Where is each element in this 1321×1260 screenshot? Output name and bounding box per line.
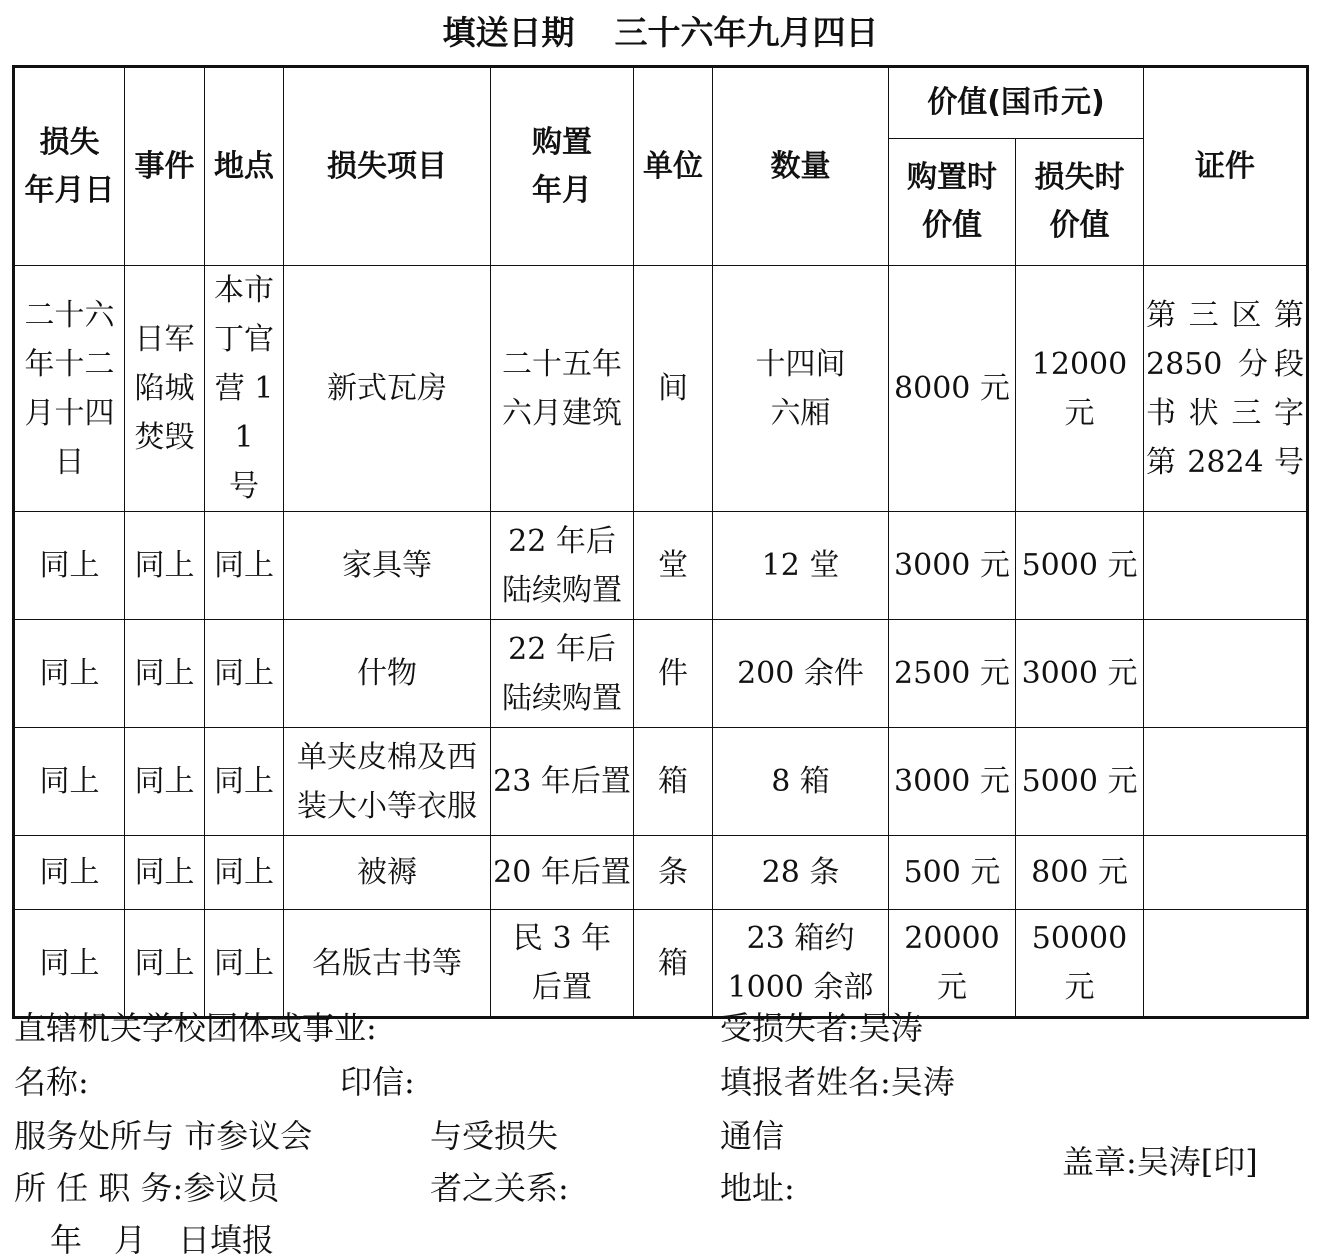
cell-certificate: [1144, 910, 1308, 1018]
header-event: 事件: [125, 67, 205, 266]
cell-line: 号: [229, 469, 259, 504]
cell-place: [205, 512, 284, 620]
cell-line: 名版古书等: [312, 945, 462, 981]
cell-unit: 箱: [634, 910, 713, 1018]
cell-purchase-date: [491, 512, 634, 620]
cell-line: 六厢: [770, 395, 831, 431]
cell-line: 同上: [39, 656, 100, 691]
table-row: [14, 728, 1308, 836]
cell-loss-date: [14, 728, 125, 836]
cell-line: 日: [54, 444, 85, 480]
cell-value-loss: 12000 元: [1016, 266, 1144, 512]
table-row: [14, 620, 1308, 728]
cell-line: 同上: [39, 855, 100, 890]
cell-line: 同上: [214, 855, 274, 890]
cell-certificate: [1144, 836, 1308, 910]
cell-line: 后置: [532, 970, 592, 1005]
cell-line: 日军: [134, 322, 195, 357]
cell-line: 第 2824 号: [1146, 444, 1305, 480]
cell-line: 焚毁: [134, 420, 195, 455]
cell-line: 28 条: [761, 855, 840, 890]
cell-line: 同上: [39, 548, 100, 583]
cell-purchase-date: [491, 266, 634, 512]
loss-report-table: [12, 65, 1309, 1019]
cell-value-purchase: 20000 元: [889, 910, 1016, 1018]
fill-date-line: [0, 8, 1321, 58]
cell-line: 新式瓦房: [327, 371, 447, 406]
cell-place: [205, 910, 284, 1018]
cell-line: 同上: [214, 945, 274, 981]
cell-certificate: [1144, 266, 1308, 512]
header-quantity: 数量: [713, 67, 889, 266]
footer-seal-label: 印信:: [340, 1063, 415, 1101]
cell-line: 同上: [134, 548, 195, 583]
cell-line: 同上: [134, 764, 195, 799]
cell-line: 陷城: [134, 371, 195, 406]
cell-line: 月十四: [24, 395, 115, 431]
cell-line: 家具等: [342, 548, 432, 583]
footer-relation-label-1: 与受损失: [430, 1117, 559, 1155]
cell-value-loss: 50000 元: [1016, 910, 1144, 1018]
header-value-loss: 损失时 价值: [1016, 139, 1144, 266]
cell-item: [284, 728, 491, 836]
table-body: [14, 266, 1308, 1018]
cell-item: [284, 620, 491, 728]
cell-unit: 堂: [634, 512, 713, 620]
cell-item: [284, 266, 491, 512]
cell-line: 什物: [357, 656, 417, 691]
cell-certificate: [1144, 620, 1308, 728]
footer-address-label-2: 地址:: [720, 1169, 795, 1207]
cell-place: [205, 836, 284, 910]
cell-line: 8 箱: [771, 764, 830, 799]
cell-quantity: [713, 266, 889, 512]
cell-event: [125, 512, 205, 620]
cell-quantity: [713, 836, 889, 910]
cell-loss-date: [14, 910, 125, 1018]
header-value-purchase: 购置时 价值: [889, 139, 1016, 266]
cell-event: [125, 728, 205, 836]
cell-value-purchase: 3000 元: [889, 728, 1016, 836]
header-purchase-date: 购置 年月: [491, 67, 634, 266]
cell-line: 丁官: [214, 322, 274, 357]
cell-line: 同上: [39, 764, 100, 799]
table-row: [14, 836, 1308, 910]
cell-line: 二十五年: [502, 346, 622, 382]
cell-purchase-date: [491, 728, 634, 836]
cell-quantity: [713, 728, 889, 836]
cell-unit: 箱: [634, 728, 713, 836]
cell-value-loss: 5000 元: [1016, 728, 1144, 836]
cell-certificate: [1144, 728, 1308, 836]
cell-line: 22 年后: [508, 523, 616, 559]
footer-name-label: 名称:: [14, 1063, 89, 1101]
cell-line: 书状三字: [1146, 395, 1305, 431]
cell-purchase-date: [491, 910, 634, 1018]
cell-item: [284, 836, 491, 910]
fill-date-label: 填送日期: [442, 13, 575, 52]
cell-unit: 条: [634, 836, 713, 910]
cell-value-loss: 5000 元: [1016, 512, 1144, 620]
cell-place: [205, 728, 284, 836]
header-loss-date: 损失 年月日: [14, 67, 125, 266]
cell-line: 二十六: [24, 297, 115, 333]
cell-line: 12 堂: [761, 548, 840, 583]
cell-line: 被褥: [357, 855, 417, 890]
footer-stamp: 盖章:吴涛[印]: [1062, 1143, 1258, 1181]
cell-certificate: [1144, 512, 1308, 620]
fill-date-value: 三十六年九月四日: [614, 13, 879, 52]
footer-position: 所 任 职 务:参议员: [14, 1169, 280, 1207]
cell-value-loss: 3000 元: [1016, 620, 1144, 728]
table-row: [14, 512, 1308, 620]
cell-event: [125, 266, 205, 512]
cell-line: 单夹皮棉及西: [297, 739, 477, 775]
cell-line: 同上: [214, 656, 274, 691]
cell-line: 民 3 年: [512, 921, 612, 956]
cell-line: 装大小等衣服: [297, 788, 477, 824]
cell-line: 1000 余部: [727, 970, 874, 1005]
cell-loss-date: [14, 266, 125, 512]
cell-line: 本市: [214, 273, 274, 308]
cell-item: [284, 512, 491, 620]
header-certificate: 证件: [1144, 67, 1308, 266]
cell-line: 同上: [39, 945, 100, 981]
cell-value-purchase: 3000 元: [889, 512, 1016, 620]
cell-line: 20 年后置: [493, 855, 631, 890]
footer-victim: 受损失者:吴涛: [720, 1009, 923, 1047]
cell-quantity: [713, 910, 889, 1018]
cell-line: 同上: [214, 548, 274, 583]
footer-address-label-1: 通信: [720, 1117, 785, 1155]
cell-line: 十四间: [755, 346, 846, 382]
cell-line: 23 箱约: [746, 921, 855, 956]
cell-loss-date: [14, 836, 125, 910]
cell-value-loss: 800 元: [1016, 836, 1144, 910]
cell-purchase-date: [491, 620, 634, 728]
cell-line: 陆续购置: [502, 572, 622, 608]
cell-purchase-date: [491, 836, 634, 910]
cell-line: 同上: [214, 764, 274, 799]
cell-unit: 件: [634, 620, 713, 728]
header-value-group: 价值(国币元): [889, 67, 1144, 139]
cell-line: 年十二: [24, 346, 115, 382]
cell-loss-date: [14, 512, 125, 620]
cell-quantity: [713, 620, 889, 728]
cell-line: 23 年后置: [493, 764, 631, 799]
cell-item: [284, 910, 491, 1018]
footer-reporter: 填报者姓名:吴涛: [720, 1063, 955, 1101]
cell-line: 陆续购置: [502, 680, 622, 716]
footer-affiliation: 直辖机关学校团体或事业:: [14, 1009, 377, 1047]
cell-line: 第三区第: [1146, 297, 1305, 333]
cell-event: [125, 910, 205, 1018]
cell-quantity: [713, 512, 889, 620]
header-item: 损失项目: [284, 67, 491, 266]
cell-unit: 间: [634, 266, 713, 512]
cell-line: 同上: [134, 656, 195, 691]
cell-value-purchase: 8000 元: [889, 266, 1016, 512]
footer-service: 服务处所与 市参议会: [14, 1117, 313, 1155]
cell-place: [205, 620, 284, 728]
cell-line: 同上: [134, 855, 195, 890]
header-place: 地点: [205, 67, 284, 266]
cell-loss-date: [14, 620, 125, 728]
cell-line: 同上: [134, 945, 195, 981]
footer-relation-label-2: 者之关系:: [430, 1169, 569, 1207]
table-row: [14, 910, 1308, 1018]
cell-line: 六月建筑: [502, 395, 622, 431]
footer-report-date: 年 月 日填报: [50, 1221, 275, 1259]
header-unit: 单位: [634, 67, 713, 266]
table-row: [14, 266, 1308, 512]
cell-place: [205, 266, 284, 512]
cell-line: 200 余件: [737, 656, 864, 691]
cell-value-purchase: 500 元: [889, 836, 1016, 910]
cell-line: 2850 分段: [1146, 346, 1305, 382]
cell-line: 22 年后: [508, 631, 616, 667]
cell-value-purchase: 2500 元: [889, 620, 1016, 728]
cell-event: [125, 620, 205, 728]
cell-event: [125, 836, 205, 910]
cell-line: 营 11: [214, 371, 274, 455]
